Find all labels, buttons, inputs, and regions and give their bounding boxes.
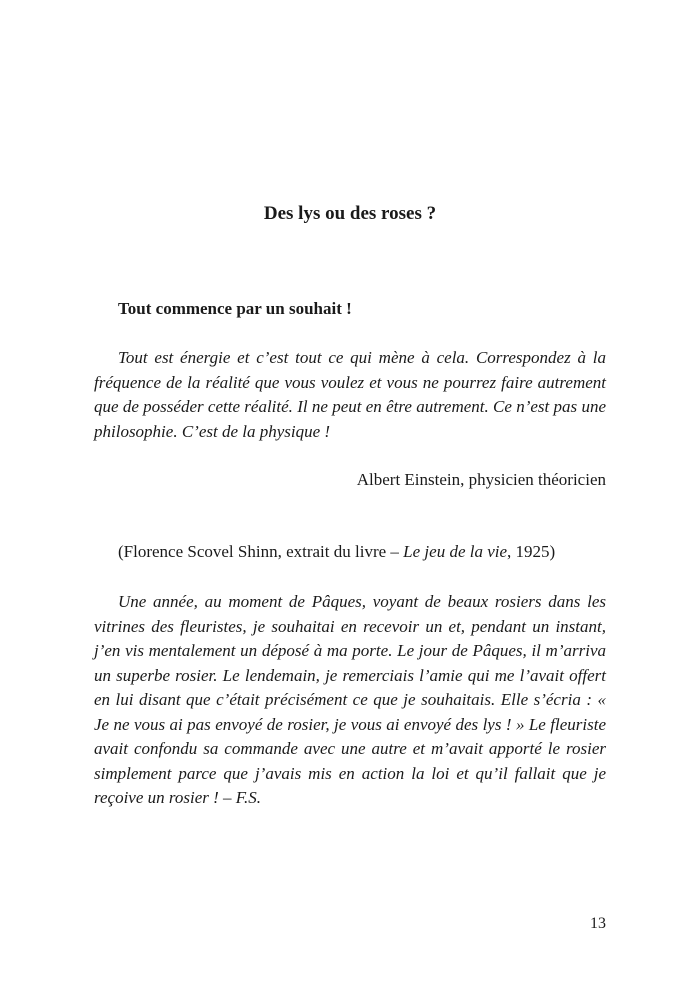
source-citation bbox=[118, 541, 555, 563]
page-number: 13 bbox=[590, 915, 606, 932]
einstein-quote: Tout est énergie et c’est tout ce qui mène à cela. Correspondez à la fréquence de la réalité que vous voulez et vous ne pourrez faire autrement que de posséder cette réalité. Il ne peut en être autrement. Ce n’est pas une philosophie. C’est de la physique ! bbox=[94, 348, 606, 441]
book-title: Le jeu de la vie bbox=[403, 542, 508, 561]
page-title: Des lys ou des roses ? bbox=[263, 203, 437, 224]
story-paragraph: Une année, au moment de Pâques, voyant de beaux rosiers dans les vitrines des fleuristes, je souhaitai en recevoir un et, pendant un instant, j’en vis mentalement un déposé à ma porte. Le jour de Pâques, il m’arriva un superbe rosier. Le lendemain, je remerciais l’amie qui me l’avait offert en lui disant que c’était précisément ce que je souhaitais. Elle s’écria : « Je ne vous ai pas envoyé de rosier, je vous ai envoyé des lys ! » Le fleuriste avait confondu sa commande avec une autre et m’avait apporté le rosier simplement parce que j’avais mis en action la loi et qu’il fallait que je reçoive un rosier ! – F.S. bbox=[94, 592, 606, 807]
section-heading: Tout commence par un souhait ! bbox=[118, 299, 352, 318]
quote-attribution: Albert Einstein, physicien théoricien bbox=[356, 470, 606, 489]
source-prefix: (Florence Scovel Shinn, extrait du livre – bbox=[118, 542, 404, 561]
source-suffix: , 1925) bbox=[507, 542, 556, 561]
